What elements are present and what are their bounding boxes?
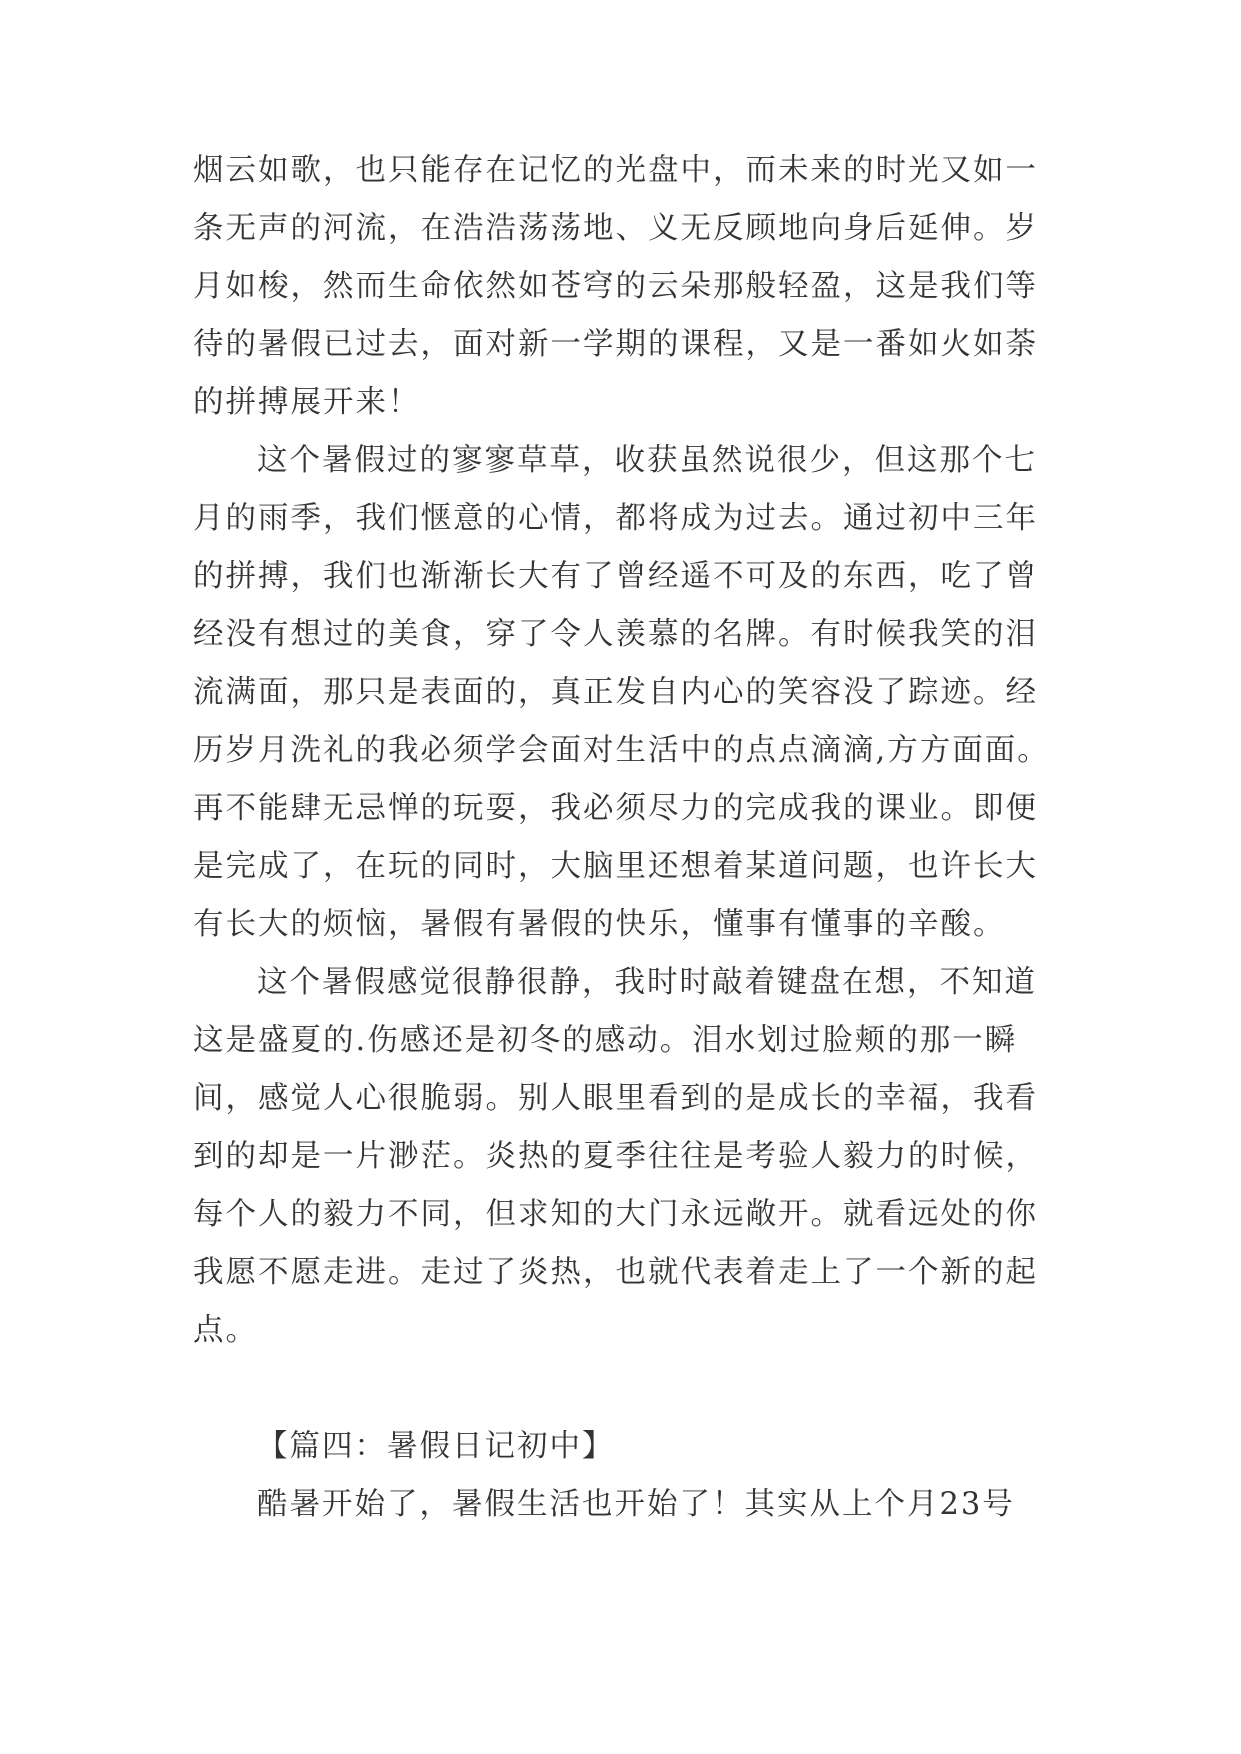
paragraph-first-line: 这个暑假感觉很静很静，我时时敲着键盘在想，不知道 (257, 965, 1037, 1000)
section-heading: 【篇四：暑假日记初中】 (257, 1429, 615, 1464)
text-line: 烟云如歌，也只能存在记忆的光盘中，而未来的时光又如一 (193, 153, 1038, 188)
paragraph-first-line: 这个暑假过的寥寥草草，收获虽然说很少，但这那个七 (257, 443, 1037, 478)
paragraph-first-line: 酷暑开始了，暑假生活也开始了！其实从上个月23号 (257, 1487, 1015, 1522)
text-line: 是完成了，在玩的同时，大脑里还想着某道问题，也许长大 (193, 849, 1038, 884)
text-line: 条无声的河流，在浩浩荡荡地、义无反顾地向身后延伸。岁 (193, 211, 1038, 246)
text-line: 有长大的烦恼，暑假有暑假的快乐，懂事有懂事的辛酸。 (193, 907, 1006, 942)
text-line: 再不能肆无忌惮的玩耍，我必须尽力的完成我的课业。即便 (193, 791, 1038, 826)
text-line: 这是盛夏的.伤感还是初冬的感动。泪水划过脸颊的那一瞬 (193, 1023, 1018, 1058)
text-line: 点。 (193, 1313, 258, 1348)
text-line: 经没有想过的美食，穿了令人羡慕的名牌。有时候我笑的泪 (193, 617, 1038, 652)
text-line: 历岁月洗礼的我必须学会面对生活中的点点滴滴,方方面面。 (193, 733, 1050, 768)
text-line: 月的雨季，我们惬意的心情，都将成为过去。通过初中三年 (193, 501, 1038, 536)
text-line: 每个人的毅力不同，但求知的大门永远敞开。就看远处的你 (193, 1197, 1038, 1232)
text-line: 我愿不愿走进。走过了炎热，也就代表着走上了一个新的起 (193, 1255, 1038, 1290)
text-line: 到的却是一片渺茫。炎热的夏季往往是考验人毅力的时候， (193, 1139, 1038, 1174)
text-line: 的拼搏展开来！ (193, 385, 421, 420)
text-line: 流满面，那只是表面的，真正发自内心的笑容没了踪迹。经 (193, 675, 1038, 710)
text-line: 月如梭，然而生命依然如苍穹的云朵那般轻盈，这是我们等 (193, 269, 1038, 304)
text-line: 的拼搏，我们也渐渐长大有了曾经遥不可及的东西，吃了曾 (193, 559, 1038, 594)
text-line: 待的暑假已过去，面对新一学期的课程，又是一番如火如荼 (193, 327, 1038, 362)
text-line: 间，感觉人心很脆弱。别人眼里看到的是成长的幸福，我看 (193, 1081, 1038, 1116)
